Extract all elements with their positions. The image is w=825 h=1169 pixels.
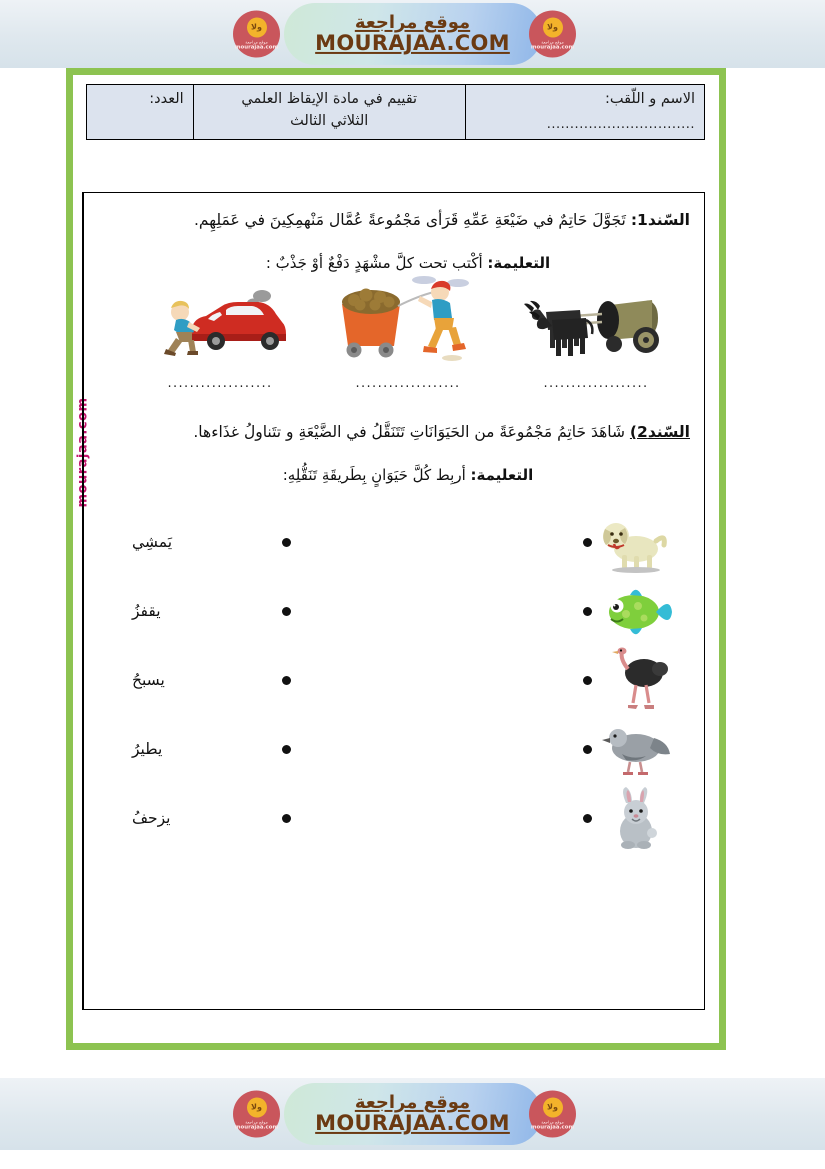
promo-arabic-top: موقع مراجعة [354,11,471,33]
student-header-table [86,84,705,140]
header-cell-subject [193,85,465,139]
match-verb-label: يطيرُ [132,740,163,759]
logo-subtext-ar: موقع مراجعة [245,39,268,44]
header-cell-name [465,85,704,139]
answer-line-1[interactable]: ................... [167,376,273,392]
worksheet-side-column [83,193,112,1009]
header-cell-grade [87,85,193,139]
section2-instruction-text: أربِط كُلَّ حَيَوَانٍ بِطَريقَةِ تَنَقُّلِهِ: [282,466,466,485]
logo-subtext [235,1119,278,1131]
fish-icon [592,578,678,644]
name-input-dots[interactable]: ................................ [546,116,695,132]
match-dot-animal[interactable] [583,745,592,754]
logo-subtext [531,1119,574,1131]
section2-label: السّند2) [629,423,690,442]
match-dot-animal[interactable] [583,814,592,823]
worksheet-body-table [82,192,705,1010]
rabbit-icon [592,785,678,851]
picture-cell-pull-cart [326,270,491,391]
match-dot-animal[interactable] [583,538,592,547]
mourajaa-logo-icon-top-right [529,11,576,58]
match-verb-label: يَمشِي [132,533,173,552]
oxen-pulling-wagon-icon [516,270,676,366]
section2-passage [126,417,690,449]
section1-instruction-text: أكْتب تحت كلَّ مشْهَدٍ دَفْعٌ أوْ جَذْبٌ : [265,253,483,272]
match-verb-label: يزحفُ [132,809,171,828]
promo-english-bottom: MOURAJAA.COM [315,1111,510,1136]
match-row [126,577,690,646]
section1-text: تَجَوَّلَ حَاتِمٌ في ضَيْعَةِ عَمِّهِ قَرَأى مَجْمُوعةً عُمَّال مَنْهمِكِينَ في عَمَلِهِم. [194,211,626,229]
logo-subtext-ar: موقع مراجعة [245,1119,268,1124]
mourajaa-logo-icon-bottom-left [233,1091,280,1138]
match-row [126,508,690,577]
subject-line-1: تقييم في مادة الإيقاظ العلمي [241,91,418,107]
logo-subtext-en: mourajaa.com [530,1124,575,1131]
match-row [126,646,690,715]
match-verb-label: يسبحُ [132,671,165,690]
logo-disc-icon: ولا [543,17,563,37]
section2-text: شَاهَدَ حَاتِمُ مَجْمُوعَةً من الحَيَوَانَاتِ تَتَنَقَّلُ في الضَّيْعَةِ و تتَناولُ غذَاءها. [193,423,625,442]
side-watermark-text: mourajaa.com [75,396,91,508]
promo-text-bottom [315,1093,510,1135]
subject-line-2: الثلاثي الثالث [290,112,369,129]
boy-pulling-cart-icon [328,270,488,366]
logo-subtext-en: mourajaa.com [530,44,575,51]
mourajaa-logo-icon-bottom-right [529,1091,576,1138]
logo-disc-icon: ولا [247,1097,267,1117]
match-dot-verb[interactable] [282,538,291,547]
logo-subtext [531,39,574,51]
ostrich-icon [592,647,678,713]
match-dot-verb[interactable] [282,814,291,823]
promo-english-top: MOURAJAA.COM [315,31,510,56]
logo-subtext-ar: موقع مراجعة [541,1119,564,1124]
pigeon-icon [592,716,678,782]
picture-cell-oxen-wagon [514,270,679,391]
mourajaa-logo-icon-top-left [233,11,280,58]
answer-line-3[interactable]: ................... [543,376,649,392]
match-dot-verb[interactable] [282,745,291,754]
matching-exercise [126,508,690,853]
match-verb-label: يقفزُ [132,602,161,621]
section1-label: السّند1: [630,211,690,229]
section2-instruction [126,461,690,490]
section1-instruction-label: التعليمة: [487,253,551,272]
logo-subtext-en: mourajaa.com [234,1124,279,1131]
logo-disc-icon: ولا [543,1097,563,1117]
section2-instruction-label: التعليمة: [470,466,534,485]
match-row [126,715,690,784]
logo-disc-icon: ولا [247,17,267,37]
match-dot-animal[interactable] [583,676,592,685]
bottom-promo-banner [0,1078,825,1150]
picture-cell-push-car [138,270,303,391]
dog-icon [592,509,678,575]
match-dot-animal[interactable] [583,607,592,616]
logo-subtext-en: mourajaa.com [234,44,279,51]
name-label: الاسم و اللّقب: [604,91,695,107]
section1-passage [126,205,690,237]
answer-line-2[interactable]: ................... [355,376,461,392]
match-row [126,784,690,853]
worksheet-main-column [112,193,704,1009]
match-dot-verb[interactable] [282,607,291,616]
promo-arabic-bottom: موقع مراجعة [354,1091,471,1113]
promo-text-top [315,13,510,55]
grade-label: العدد: [149,91,184,107]
top-promo-banner [0,0,825,68]
boy-pushing-car-icon [140,270,300,366]
logo-subtext-ar: موقع مراجعة [541,39,564,44]
section1-picture-row [126,291,690,391]
logo-subtext [235,39,278,51]
match-dot-verb[interactable] [282,676,291,685]
